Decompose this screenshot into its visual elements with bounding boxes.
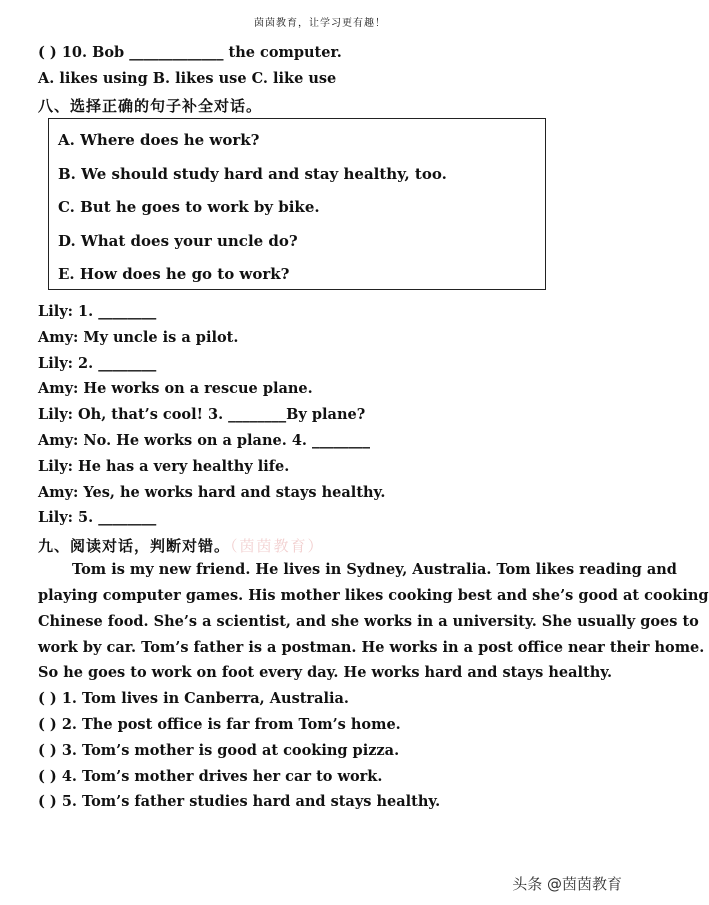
options-box	[48, 118, 546, 290]
option-b: B. We should study hard and stay healthy, too.	[58, 165, 447, 183]
passage-line-1: Tom is my new friend. He lives in Sydney, Australia. Tom likes reading and	[72, 561, 677, 578]
dialogue-line-4: Amy: He works on a rescue plane.	[38, 380, 313, 397]
option-c: C. But he goes to work by bike.	[58, 198, 320, 216]
dialogue-line-7: Lily: He has a very healthy life.	[38, 458, 290, 475]
option-a: A. Where does he work?	[58, 131, 260, 149]
dialogue-line-3: Lily: 2. ________	[38, 355, 157, 372]
section-8-title: 八、选择正确的句子补全对话。	[38, 97, 263, 115]
passage-line-5: So he goes to work on foot every day. He works hard and stays healthy.	[38, 664, 613, 681]
dialogue-line-2: Amy: My uncle is a pilot.	[38, 329, 239, 346]
dialogue-line-6: Amy: No. He works on a plane. 4. ________	[38, 432, 371, 449]
statement-3: ( ) 3. Tom’s mother is good at cooking pizza.	[38, 742, 400, 759]
dialogue-line-1: Lily: 1. ________	[38, 303, 157, 320]
watermark-text: （茵茵教育）	[230, 537, 325, 555]
option-d: D. What does your uncle do?	[58, 232, 298, 250]
passage-line-2: playing computer games. His mother likes cooking best and she’s good at cooking	[38, 587, 709, 604]
statement-1: ( ) 1. Tom lives in Canberra, Australia.	[38, 690, 349, 707]
dialogue-line-9: Lily: 5. ________	[38, 509, 157, 526]
option-e: E. How does he go to work?	[58, 265, 290, 283]
statement-5: ( ) 5. Tom’s father studies hard and stays healthy.	[38, 793, 441, 810]
section-9-title	[38, 535, 325, 556]
question-10-stem: ( ) 10. Bob _____________ the computer.	[38, 44, 342, 61]
passage-line-3: Chinese food. She’s a scientist, and she works in a university. She usually goes to	[38, 613, 699, 630]
footer-watermark: 头条 @茵茵教育	[512, 875, 622, 893]
page-header: 茵茵教育，让学习更有趣！	[254, 18, 386, 29]
statement-4: ( ) 4. Tom’s mother drives her car to work.	[38, 768, 383, 785]
statement-2: ( ) 2. The post office is far from Tom’s home.	[38, 716, 401, 733]
section-9-title-text: 九、阅读对话，判断对错。	[38, 537, 231, 555]
question-10-options: A. likes using B. likes use C. like use	[38, 70, 337, 87]
dialogue-line-8: Amy: Yes, he works hard and stays healthy.	[38, 484, 386, 501]
dialogue-line-5: Lily: Oh, that’s cool! 3. ________By plane?	[38, 406, 366, 423]
passage-line-4: work by car. Tom’s father is a postman. He works in a post office near their home.	[38, 639, 705, 656]
